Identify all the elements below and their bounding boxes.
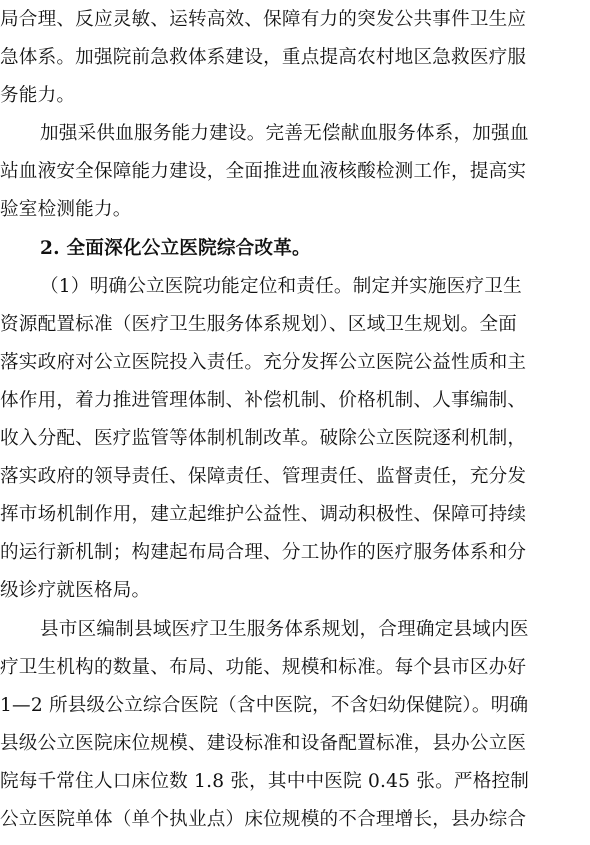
text-line: 1—2 所县级公立综合医院（含中医院，不含妇幼保健院）。明确 [0, 695, 529, 716]
text-line: 落实政府对公立医院投入责任。充分发挥公立医院公益性质和主 [0, 352, 527, 373]
text-line: 站血液安全保障能力建设，全面推进血液核酸检测工作，提高实 [0, 161, 527, 182]
text-line: 收入分配、医疗监管等体制机制改革。破除公立医院逐利机制， [0, 428, 527, 449]
text-line: 县级公立医院床位规模、建设标准和设备配置标准，县办公立医 [0, 733, 527, 754]
text-line: （1）明确公立医院功能定位和责任。制定并实施医疗卫生 [40, 276, 522, 297]
section-heading: 2. 全面深化公立医院综合改革。 [40, 238, 311, 259]
text-line: 的运行新机制；构建起布局合理、分工协作的医疗服务体系和分 [0, 542, 527, 563]
text-line: 务能力。 [0, 85, 76, 106]
text-line: 县市区编制县域医疗卫生服务体系规划，合理确定县域内医 [40, 619, 529, 640]
text-line: 局合理、反应灵敏、运转高效、保障有力的突发公共事件卫生应 [0, 9, 527, 30]
text-line: 急体系。加强院前急救体系建设，重点提高农村地区急救医疗服 [0, 47, 527, 68]
text-line: 加强采供血服务能力建设。完善无偿献血服务体系，加强血 [40, 123, 529, 144]
text-line: 落实政府的领导责任、保障责任、管理责任、监督责任，充分发 [0, 466, 527, 487]
text-line: 验室检测能力。 [0, 199, 132, 220]
text-line: 挥市场机制作用，建立起维护公益性、调动积极性、保障可持续 [0, 504, 527, 525]
text-line: 公立医院单体（单个执业点）床位规模的不合理增长，县办综合 [0, 809, 527, 830]
text-line: 级诊疗就医格局。 [0, 580, 151, 601]
text-line: 资源配置标准（医疗卫生服务体系规划）、区域卫生规划。全面 [0, 314, 517, 335]
text-line: 院每千常住人口床位数 1.8 张，其中中医院 0.45 张。严格控制 [0, 771, 530, 792]
text-line: 疗卫生机构的数量、布局、功能、规模和标准。每个县市区办好 [0, 657, 527, 678]
text-line: 体作用，着力推进管理体制、补偿机制、价格机制、人事编制、 [0, 390, 527, 411]
